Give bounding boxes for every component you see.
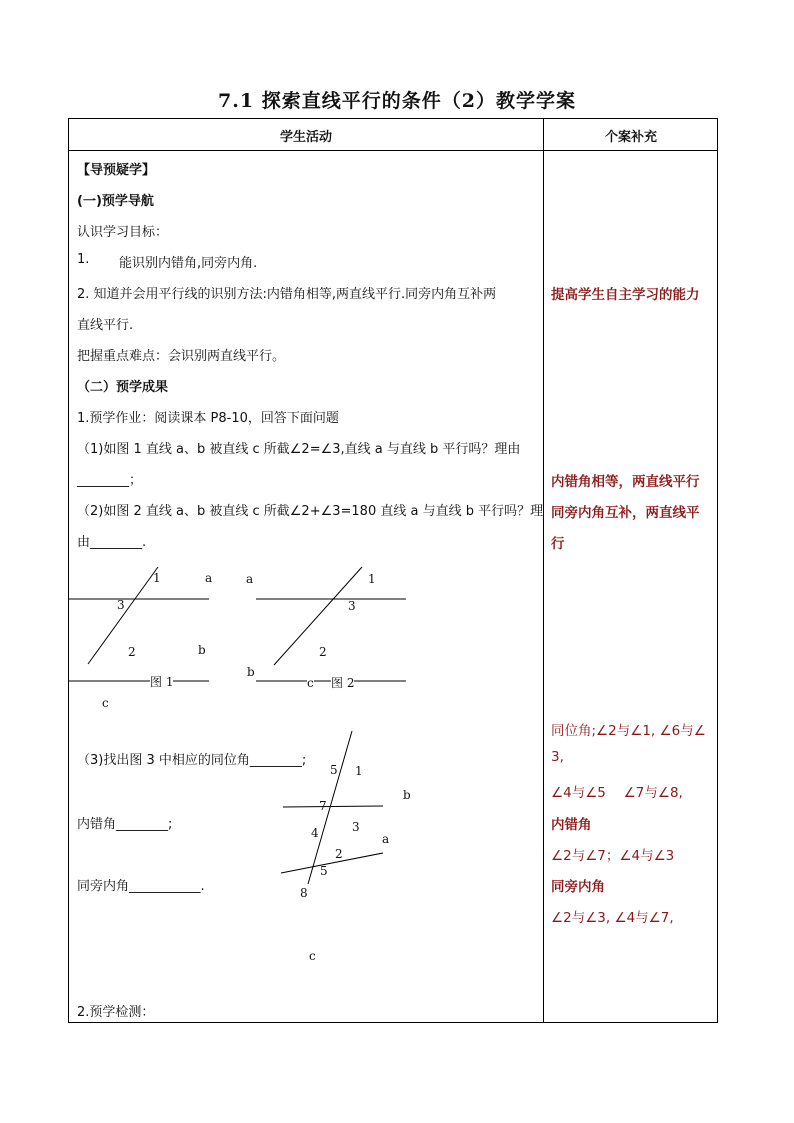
fig3-line-b bbox=[283, 806, 383, 807]
goal-1-number: 1. bbox=[77, 252, 90, 267]
fig3-label-4: 4 bbox=[311, 826, 319, 840]
fig3-label-7: 7 bbox=[319, 799, 327, 813]
fig3-label-3: 3 bbox=[352, 820, 360, 834]
fig2-caption: 图 2 bbox=[331, 676, 355, 690]
question-3-alternate-angles: 内错角________; bbox=[77, 817, 173, 832]
goal-2-line1: 2. 知道并会用平行线的识别方法:内错角相等,两直线平行.同旁内角互补两 bbox=[77, 287, 497, 302]
fig3-label-1: 1 bbox=[355, 764, 363, 778]
page-title: 7.1 探索直线平行的条件（2）教学学案 bbox=[218, 90, 576, 112]
note-corresponding-line2: 3, bbox=[551, 749, 564, 765]
note-alternate-pairs: ∠2与∠7；∠4与∠3 bbox=[551, 848, 675, 864]
note-same-side-heading: 同旁内角 bbox=[551, 879, 605, 895]
note-self-study: 提高学生自主学习的能力 bbox=[551, 287, 700, 303]
col-header-activities: 学生活动 bbox=[279, 130, 332, 145]
fig2-label-b: b bbox=[247, 665, 255, 679]
question-1-line2: ________； bbox=[77, 473, 143, 488]
homework-1: 1.预学作业：阅读课本 P8-10，回答下面问题 bbox=[77, 411, 339, 426]
question-3: （3)找出图 3 中相应的同位角________; bbox=[77, 753, 307, 768]
fig1-line-c bbox=[88, 567, 158, 664]
col-header-notes: 个案补充 bbox=[604, 130, 657, 145]
fig1-caption: 图 1 bbox=[150, 675, 174, 689]
question-1-line1: （1)如图 1 直线 a、b 被直线 c 所截∠2=∠3,直线 a 与直线 b 平行吗？理由 bbox=[77, 442, 521, 457]
fig1-label-1: 1 bbox=[153, 571, 161, 585]
fig3-label-8: 8 bbox=[300, 886, 308, 900]
note-same-side-pairs: ∠2与∠3, ∠4与∠7, bbox=[551, 910, 674, 926]
question-2-line2: 由________. bbox=[77, 535, 147, 550]
fig2-line-c bbox=[274, 567, 362, 665]
fig1-label-c: c bbox=[102, 696, 109, 710]
fig3-label-2: 2 bbox=[335, 847, 343, 861]
pre-check: 2.预学检测： bbox=[77, 1005, 155, 1020]
fig2-label-c: c bbox=[307, 676, 314, 690]
fig2-label-3: 3 bbox=[348, 599, 356, 613]
note-alternate-equal: 内错角相等，两直线平行 bbox=[551, 474, 700, 490]
goals-intro: 认识学习目标： bbox=[77, 225, 169, 240]
goal-2-line2: 直线平行. bbox=[77, 318, 134, 333]
note-corresponding-line1: 同位角;∠2与∠1, ∠6与∠ bbox=[551, 723, 706, 739]
fig1-label-b: b bbox=[198, 643, 206, 657]
goal-1: 能识别内错角,同旁内角. bbox=[119, 256, 258, 271]
fig3-label-5-bottom: 5 bbox=[320, 864, 328, 878]
section-heading-preview: 【导预疑学】 bbox=[77, 163, 156, 178]
fig2-label-a: a bbox=[246, 572, 254, 586]
fig1-label-a: a bbox=[205, 571, 213, 585]
fig3-line-c bbox=[308, 731, 352, 884]
fig3-label-a: a bbox=[382, 832, 390, 846]
fig3-label-c: c bbox=[309, 949, 316, 963]
note-supplementary-line1: 同旁内角互补，两直线平 bbox=[551, 505, 700, 521]
fig2-label-2: 2 bbox=[319, 645, 327, 659]
note-supplementary-line2: 行 bbox=[551, 536, 565, 552]
note-alternate-heading: 内错角 bbox=[551, 817, 592, 833]
fig2-label-1: 1 bbox=[368, 572, 376, 586]
subheading-results: （二）预学成果 bbox=[77, 380, 169, 395]
fig3-label-5-top: 5 bbox=[330, 763, 338, 777]
column-divider bbox=[543, 119, 544, 1022]
key-points: 把握重点难点：会识别两直线平行。 bbox=[77, 349, 286, 364]
fig3-label-b: b bbox=[403, 788, 411, 802]
question-3-same-side-angles: 同旁内角___________. bbox=[77, 879, 205, 894]
lesson-table bbox=[68, 118, 718, 1023]
fig3-line-a bbox=[281, 853, 383, 873]
fig1-label-3: 3 bbox=[117, 598, 125, 612]
note-corresponding-line3: ∠4与∠5 ∠7与∠8, bbox=[551, 785, 683, 801]
question-2-line1: （2)如图 2 直线 a、b 被直线 c 所截∠2+∠3=180 直线 a 与直线 b 平行吗？理 bbox=[77, 504, 544, 519]
subheading-guide: (一)预学导航 bbox=[77, 194, 154, 209]
fig1-label-2: 2 bbox=[128, 645, 136, 659]
